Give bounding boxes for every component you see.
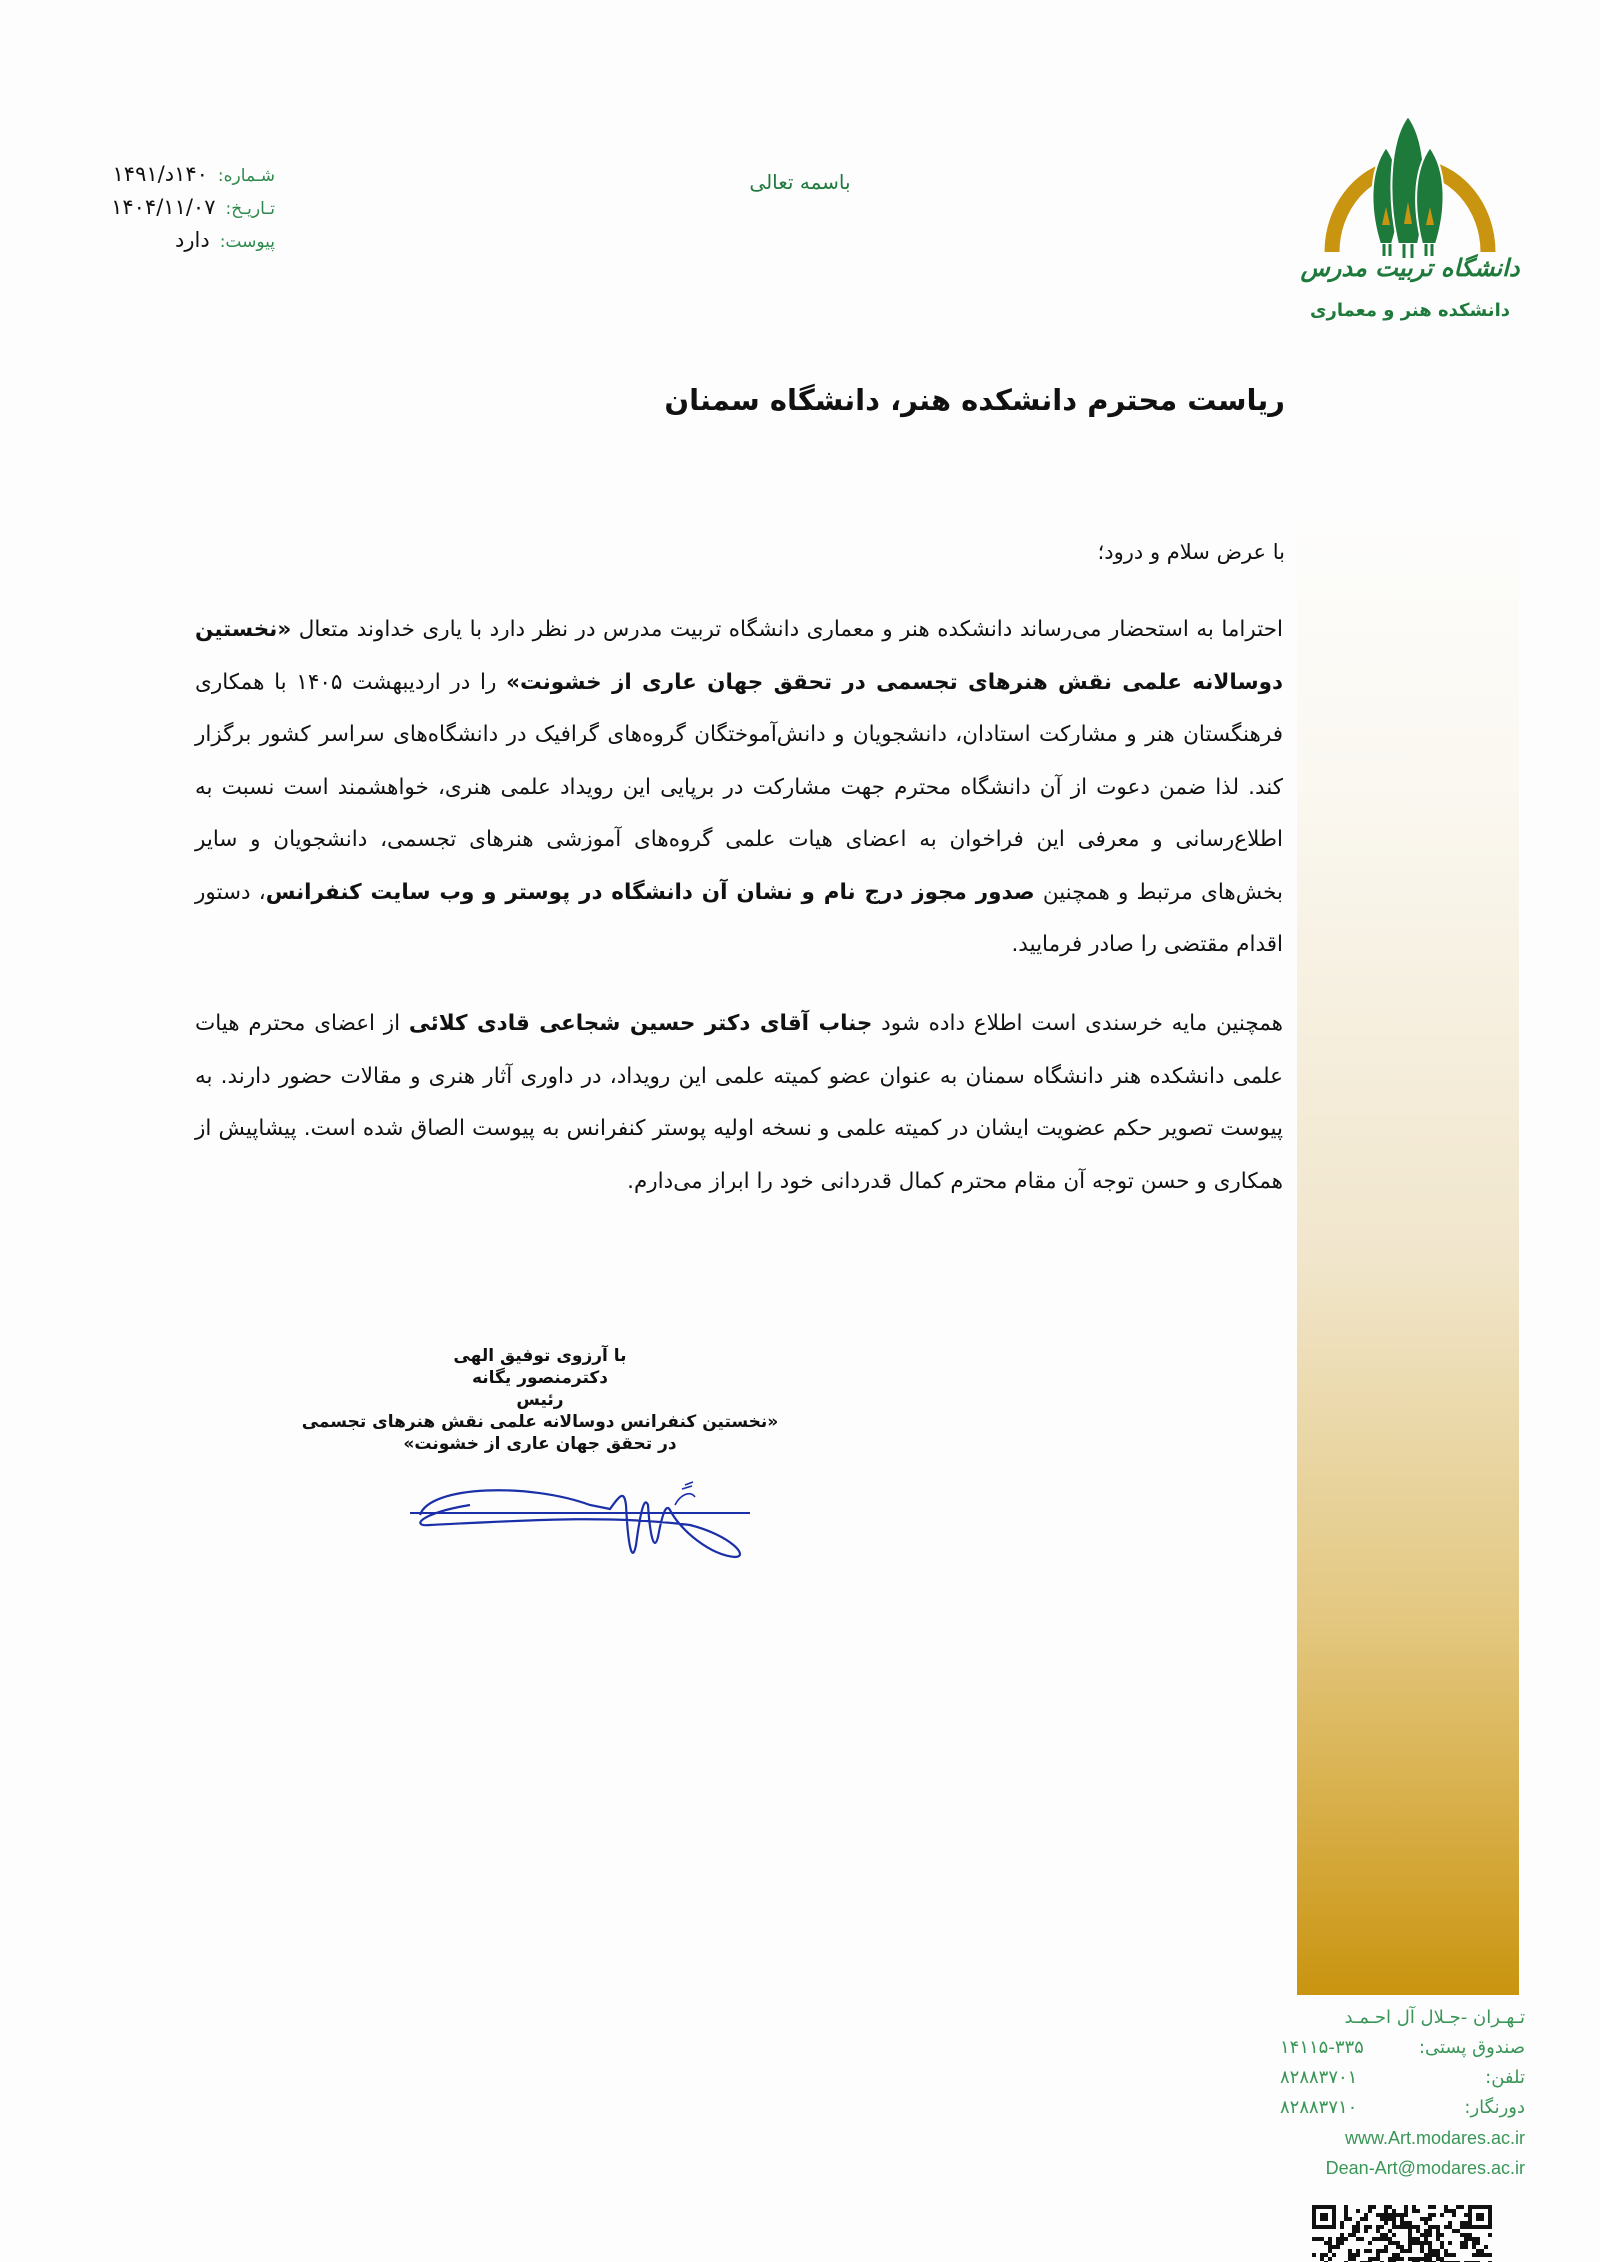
qr-module bbox=[1408, 2237, 1412, 2241]
qr-module bbox=[1328, 2241, 1332, 2245]
qr-module bbox=[1428, 2241, 1432, 2245]
signature-org-line-2: در تحقق جهان عاری از خشونت» bbox=[403, 1434, 677, 1454]
qr-module bbox=[1376, 2257, 1380, 2261]
qr-module bbox=[1456, 2205, 1460, 2209]
qr-module bbox=[1408, 2225, 1412, 2229]
qr-module bbox=[1392, 2257, 1396, 2261]
qr-module bbox=[1384, 2237, 1388, 2241]
qr-module bbox=[1320, 2253, 1324, 2257]
qr-module bbox=[1460, 2245, 1464, 2249]
qr-module bbox=[1480, 2253, 1484, 2257]
qr-module bbox=[1428, 2229, 1432, 2233]
qr-module bbox=[1404, 2209, 1408, 2213]
qr-module bbox=[1368, 2209, 1372, 2213]
qr-module bbox=[1428, 2205, 1432, 2209]
qr-module bbox=[1364, 2225, 1368, 2229]
qr-module bbox=[1348, 2233, 1352, 2237]
qr-module bbox=[1436, 2229, 1440, 2233]
qr-module bbox=[1436, 2233, 1440, 2237]
qr-module bbox=[1332, 2245, 1336, 2249]
qr-module bbox=[1428, 2217, 1432, 2221]
qr-module bbox=[1344, 2205, 1348, 2209]
qr-module bbox=[1416, 2225, 1420, 2229]
qr-module bbox=[1356, 2237, 1360, 2241]
qr-module bbox=[1388, 2257, 1392, 2261]
qr-module bbox=[1460, 2225, 1464, 2229]
qr-module bbox=[1424, 2229, 1428, 2233]
qr-module bbox=[1376, 2249, 1380, 2253]
qr-module bbox=[1420, 2233, 1424, 2237]
qr-modules bbox=[1312, 2205, 1492, 2262]
qr-module bbox=[1356, 2229, 1360, 2233]
qr-module bbox=[1408, 2241, 1412, 2245]
qr-module bbox=[1336, 2241, 1340, 2245]
decorative-gold-bar bbox=[1297, 517, 1519, 1995]
qr-module bbox=[1428, 2257, 1432, 2261]
qr-module bbox=[1380, 2249, 1384, 2253]
qr-module bbox=[1408, 2221, 1412, 2225]
qr-module bbox=[1428, 2253, 1432, 2257]
meta-attachment-label: پیوست: bbox=[219, 232, 275, 252]
qr-module bbox=[1412, 2257, 1416, 2261]
qr-module bbox=[1404, 2225, 1408, 2229]
qr-module bbox=[1384, 2221, 1388, 2225]
qr-module bbox=[1464, 2241, 1468, 2245]
qr-module bbox=[1472, 2241, 1476, 2245]
qr-module bbox=[1428, 2225, 1432, 2229]
qr-module bbox=[1384, 2205, 1388, 2209]
qr-module bbox=[1412, 2209, 1416, 2213]
addressee: ریاست محترم دانشکده هنر، دانشگاه سمنان bbox=[664, 383, 1285, 417]
qr-module bbox=[1412, 2237, 1416, 2241]
qr-module bbox=[1412, 2205, 1416, 2209]
contact-fax bbox=[1280, 2093, 1525, 2123]
qr-module bbox=[1420, 2245, 1424, 2249]
qr-module bbox=[1400, 2249, 1404, 2253]
meta-date-label: تـاریـخ: bbox=[225, 199, 275, 219]
qr-module bbox=[1392, 2233, 1396, 2237]
qr-module bbox=[1380, 2225, 1384, 2229]
qr-module bbox=[1392, 2209, 1396, 2213]
meta-attachment bbox=[50, 228, 275, 261]
qr-module bbox=[1448, 2225, 1452, 2229]
qr-module bbox=[1440, 2257, 1444, 2261]
website-link[interactable]: www.Art.modares.ac.ir bbox=[1344, 2128, 1525, 2148]
qr-module bbox=[1340, 2237, 1344, 2241]
meta-date bbox=[50, 195, 275, 228]
qr-module bbox=[1384, 2213, 1388, 2217]
qr-module bbox=[1448, 2241, 1452, 2245]
qr-module bbox=[1388, 2241, 1392, 2245]
qr-module bbox=[1412, 2241, 1416, 2245]
qr-module bbox=[1452, 2253, 1456, 2257]
qr-module bbox=[1356, 2249, 1360, 2253]
qr-module bbox=[1356, 2209, 1360, 2213]
qr-module bbox=[1376, 2225, 1380, 2229]
phone-label: تلفن: bbox=[1485, 2067, 1525, 2088]
qr-module bbox=[1460, 2241, 1464, 2245]
qr-module bbox=[1344, 2209, 1348, 2213]
qr-module bbox=[1372, 2205, 1376, 2209]
po-box-label: صندوق پستی: bbox=[1418, 2037, 1525, 2058]
qr-module bbox=[1472, 2237, 1476, 2241]
qr-module bbox=[1384, 2209, 1388, 2213]
qr-module bbox=[1424, 2221, 1428, 2225]
qr-module bbox=[1396, 2253, 1400, 2257]
qr-module bbox=[1424, 2253, 1428, 2257]
qr-module bbox=[1352, 2253, 1356, 2257]
qr-module bbox=[1368, 2249, 1372, 2253]
qr-module bbox=[1424, 2257, 1428, 2261]
qr-module bbox=[1372, 2237, 1376, 2241]
qr-module bbox=[1416, 2229, 1420, 2233]
qr-module bbox=[1464, 2237, 1468, 2241]
qr-module bbox=[1376, 2237, 1380, 2241]
contact-address bbox=[1280, 2003, 1525, 2033]
qr-module bbox=[1444, 2225, 1448, 2229]
qr-module bbox=[1456, 2229, 1460, 2233]
qr-module bbox=[1320, 2237, 1324, 2241]
qr-module bbox=[1400, 2225, 1404, 2229]
p2-text-2: از اعضای محترم هیات علمی دانشکده هنر دانشگاه سمنان به عنوان عضو کمیته علمی این رویداد، در داوری آثار هنری و مقالات حضور دارند. به پیوست تصویر حکم عضویت ایشان در کمیته علمی و نسخه اولیه پوستر کنفرانس به پیوست الصاق شده است. پیشاپیش از همکاری و حسن توجه آن مقام محترم کمال قدردانی خود را ابراز می‌دارم. bbox=[195, 1011, 1283, 1194]
qr-module bbox=[1392, 2213, 1396, 2217]
letter-meta bbox=[50, 162, 275, 261]
qr-module bbox=[1392, 2217, 1396, 2221]
qr-module bbox=[1352, 2233, 1356, 2237]
qr-module bbox=[1436, 2249, 1440, 2253]
qr-module bbox=[1416, 2241, 1420, 2245]
qr-module bbox=[1440, 2241, 1444, 2245]
qr-module bbox=[1312, 2253, 1316, 2257]
qr-module bbox=[1404, 2213, 1408, 2217]
university-logo bbox=[1300, 112, 1520, 262]
qr-module bbox=[1388, 2217, 1392, 2221]
qr-module bbox=[1444, 2205, 1448, 2209]
qr-module bbox=[1452, 2229, 1456, 2233]
qr-module bbox=[1336, 2245, 1340, 2249]
signature-closing: با آرزوی توفیق الهی bbox=[453, 1346, 627, 1366]
qr-module bbox=[1480, 2249, 1484, 2253]
contact-po-box bbox=[1280, 2033, 1525, 2063]
qr-module bbox=[1340, 2241, 1344, 2245]
qr-module bbox=[1420, 2241, 1424, 2245]
p1-text-2: را در اردیبهشت ۱۴۰۵ با همکاری فرهنگستان هنر و مشارکت استادان، دانشجویان و دانش‌آموختگان گروه‌های گرافیک در دانشگاه‌های سراسر کشور برگزار کند. لذا ضمن دعوت از آن دانشگاه محترم جهت مشارکت در برپایی این رویداد علمی هنری، خواهشمند است نسبت به اطلاع‌رسانی و معرفی این فراخوان به اعضای هیات علمی گروه‌های آموزشی هنرهای تجسمی، دانشجویان و سایر بخش‌های مرتبط و همچنین bbox=[195, 669, 1283, 905]
qr-code bbox=[1312, 2205, 1492, 2262]
email-link[interactable]: Dean-Art@modares.ac.ir bbox=[1325, 2158, 1525, 2178]
qr-module bbox=[1348, 2249, 1352, 2253]
qr-module bbox=[1372, 2257, 1376, 2261]
qr-module bbox=[1432, 2249, 1436, 2253]
qr-module bbox=[1468, 2237, 1472, 2241]
meta-number bbox=[50, 162, 275, 195]
qr-module bbox=[1476, 2249, 1480, 2253]
signature-name: دکترمنصور یگانه bbox=[471, 1368, 609, 1388]
qr-module bbox=[1416, 2257, 1420, 2261]
qr-module bbox=[1352, 2229, 1356, 2233]
qr-module bbox=[1460, 2221, 1464, 2225]
qr-module bbox=[1416, 2237, 1420, 2241]
fax-value: ۸۲۸۸۳۷۱۰ bbox=[1280, 2097, 1358, 2118]
qr-module bbox=[1484, 2245, 1488, 2249]
qr-module bbox=[1428, 2249, 1432, 2253]
signature-role: رئیس bbox=[516, 1390, 564, 1410]
qr-module bbox=[1420, 2257, 1424, 2261]
qr-module bbox=[1368, 2257, 1372, 2261]
address-text: تـهـران -جـلال آل احـمـد bbox=[1344, 2007, 1525, 2028]
p1-text-3: ، دستور اقدام مقتضی را صادر فرمایید. bbox=[195, 879, 1283, 957]
qr-module bbox=[1400, 2245, 1404, 2249]
bismillah-heading: باسمه تعالی bbox=[749, 170, 851, 194]
qr-module bbox=[1428, 2213, 1432, 2217]
qr-module bbox=[1436, 2257, 1440, 2261]
qr-module bbox=[1436, 2225, 1440, 2229]
qr-module bbox=[1440, 2233, 1444, 2237]
qr-module bbox=[1440, 2213, 1444, 2217]
qr-module bbox=[1392, 2241, 1396, 2245]
qr-module bbox=[1348, 2253, 1352, 2257]
qr-module bbox=[1380, 2237, 1384, 2241]
qr-module bbox=[1484, 2253, 1488, 2257]
qr-module bbox=[1388, 2237, 1392, 2241]
qr-module bbox=[1448, 2221, 1452, 2225]
qr-module bbox=[1416, 2209, 1420, 2213]
qr-module bbox=[1440, 2245, 1444, 2249]
qr-module bbox=[1424, 2233, 1428, 2237]
qr-module bbox=[1348, 2217, 1352, 2221]
qr-module bbox=[1324, 2253, 1328, 2257]
qr-module bbox=[1384, 2245, 1388, 2249]
qr-module bbox=[1404, 2221, 1408, 2225]
greeting: با عرض سلام و درود؛ bbox=[1097, 540, 1285, 564]
qr-module bbox=[1380, 2233, 1384, 2237]
qr-module bbox=[1396, 2225, 1400, 2229]
qr-module bbox=[1312, 2237, 1316, 2241]
body-paragraph-1 bbox=[195, 604, 1283, 972]
qr-module bbox=[1408, 2249, 1412, 2253]
qr-module bbox=[1420, 2217, 1424, 2221]
qr-module bbox=[1476, 2241, 1480, 2245]
qr-module bbox=[1324, 2241, 1328, 2245]
qr-module bbox=[1400, 2257, 1404, 2261]
signature-org-line-1: «نخستین کنفرانس دوسالانه علمی نقش هنرهای تجسمی bbox=[301, 1412, 779, 1432]
qr-module bbox=[1388, 2213, 1392, 2217]
qr-module bbox=[1488, 2233, 1492, 2237]
qr-module bbox=[1428, 2233, 1432, 2237]
qr-module bbox=[1448, 2209, 1452, 2213]
qr-module bbox=[1380, 2217, 1384, 2221]
qr-module bbox=[1404, 2249, 1408, 2253]
p1-conference-title: «نخستین دوسالانه علمی نقش هنرهای تجسمی در تحقق جهان عاری از خشونت» bbox=[195, 617, 1283, 695]
qr-module bbox=[1452, 2209, 1456, 2213]
qr-module bbox=[1436, 2237, 1440, 2241]
qr-module bbox=[1340, 2221, 1344, 2225]
logo-caption: دانشکده هنر و معماری bbox=[1310, 300, 1510, 321]
qr-module bbox=[1392, 2253, 1396, 2257]
qr-module bbox=[1376, 2229, 1380, 2233]
qr-module bbox=[1380, 2213, 1384, 2217]
p2-committee-member: جناب آقای دکتر حسین شجاعی قادی کلائی bbox=[408, 1011, 873, 1036]
qr-module bbox=[1408, 2257, 1412, 2261]
qr-module bbox=[1448, 2253, 1452, 2257]
qr-module bbox=[1400, 2213, 1404, 2217]
qr-module bbox=[1384, 2233, 1388, 2237]
qr-module bbox=[1464, 2213, 1468, 2217]
contact-info bbox=[1280, 2003, 1525, 2183]
qr-module bbox=[1424, 2241, 1428, 2245]
qr-module bbox=[1408, 2229, 1412, 2233]
qr-module bbox=[1464, 2225, 1468, 2229]
qr-module bbox=[1368, 2205, 1372, 2209]
qr-module bbox=[1424, 2237, 1428, 2241]
qr-module bbox=[1364, 2217, 1368, 2221]
qr-module bbox=[1328, 2257, 1332, 2261]
qr-module bbox=[1336, 2237, 1340, 2241]
qr-module bbox=[1388, 2229, 1392, 2233]
qr-module bbox=[1344, 2217, 1348, 2221]
qr-module bbox=[1356, 2221, 1360, 2225]
qr-module bbox=[1464, 2245, 1468, 2249]
qr-module bbox=[1328, 2237, 1332, 2241]
qr-module bbox=[1408, 2245, 1412, 2249]
signature-block bbox=[240, 1345, 840, 1455]
qr-module bbox=[1464, 2233, 1468, 2237]
qr-module bbox=[1340, 2233, 1344, 2237]
qr-module bbox=[1408, 2233, 1412, 2237]
qr-module bbox=[1472, 2245, 1476, 2249]
p2-text-1: همچنین مایه خرسندی است اطلاع داده شود bbox=[872, 1011, 1283, 1036]
meta-number-value: ۱۴۰د/۱۴۹۱ bbox=[112, 162, 208, 186]
qr-module bbox=[1436, 2253, 1440, 2257]
qr-module bbox=[1364, 2249, 1368, 2253]
qr-module bbox=[1396, 2245, 1400, 2249]
qr-module bbox=[1460, 2233, 1464, 2237]
contact-phone bbox=[1280, 2063, 1525, 2093]
qr-module bbox=[1360, 2217, 1364, 2221]
qr-module bbox=[1420, 2249, 1424, 2253]
qr-module bbox=[1320, 2257, 1324, 2261]
qr-module bbox=[1476, 2253, 1480, 2257]
qr-module bbox=[1356, 2253, 1360, 2257]
body-paragraph-2 bbox=[195, 998, 1283, 1208]
p1-request-bold: صدور مجوز درج نام و نشان آن دانشگاه در پوستر و وب سایت کنفرانس bbox=[265, 879, 1035, 905]
fax-label: دورنگار: bbox=[1464, 2097, 1525, 2118]
qr-module bbox=[1376, 2253, 1380, 2257]
qr-module bbox=[1328, 2245, 1332, 2249]
qr-module bbox=[1472, 2253, 1476, 2257]
qr-module bbox=[1468, 2233, 1472, 2237]
qr-module bbox=[1444, 2253, 1448, 2257]
phone-value: ۸۲۸۸۳۷۰۱ bbox=[1280, 2067, 1358, 2088]
qr-module bbox=[1432, 2205, 1436, 2209]
qr-module bbox=[1344, 2237, 1348, 2241]
po-box-value: ۱۴۱۱۵-۳۳۵ bbox=[1280, 2037, 1364, 2058]
qr-module bbox=[1424, 2217, 1428, 2221]
qr-module bbox=[1404, 2205, 1408, 2209]
meta-date-value: ۱۴۰۴/۱۱/۰۷ bbox=[111, 195, 216, 219]
qr-module bbox=[1444, 2249, 1448, 2253]
qr-module bbox=[1432, 2225, 1436, 2229]
qr-module bbox=[1388, 2205, 1392, 2209]
handwritten-signature bbox=[410, 1470, 760, 1570]
qr-module bbox=[1460, 2205, 1464, 2209]
qr-module bbox=[1316, 2237, 1320, 2241]
qr-module bbox=[1452, 2213, 1456, 2217]
qr-module bbox=[1368, 2241, 1372, 2245]
qr-module bbox=[1384, 2217, 1388, 2221]
qr-module bbox=[1328, 2249, 1332, 2253]
qr-module bbox=[1396, 2213, 1400, 2217]
qr-module bbox=[1352, 2257, 1356, 2261]
qr-module bbox=[1396, 2257, 1400, 2261]
qr-module bbox=[1464, 2221, 1468, 2225]
qr-module bbox=[1400, 2217, 1404, 2221]
logo-script-text: دانشگاه تربیت مدرس bbox=[1300, 253, 1520, 282]
qr-module bbox=[1364, 2229, 1368, 2233]
qr-module bbox=[1344, 2213, 1348, 2217]
qr-module bbox=[1332, 2253, 1336, 2257]
qr-module bbox=[1488, 2253, 1492, 2257]
qr-module bbox=[1428, 2245, 1432, 2249]
qr-module bbox=[1392, 2225, 1396, 2229]
meta-attachment-value: دارد bbox=[175, 228, 210, 252]
meta-number-label: شـماره: bbox=[217, 166, 275, 186]
qr-module bbox=[1348, 2257, 1352, 2261]
qr-module bbox=[1384, 2249, 1388, 2253]
qr-module bbox=[1376, 2213, 1380, 2217]
qr-module bbox=[1396, 2241, 1400, 2245]
qr-module bbox=[1340, 2225, 1344, 2229]
qr-module bbox=[1400, 2221, 1404, 2225]
qr-module bbox=[1360, 2237, 1364, 2241]
qr-module bbox=[1412, 2225, 1416, 2229]
qr-module bbox=[1368, 2225, 1372, 2229]
qr-module bbox=[1352, 2225, 1356, 2229]
qr-module bbox=[1392, 2221, 1396, 2225]
p1-text-1: احتراما به استحضار می‌رساند دانشکده هنر و معماری دانشگاه تربیت مدرس در نظر دارد با یاری خداوند متعال bbox=[291, 617, 1283, 642]
qr-module bbox=[1444, 2209, 1448, 2213]
qr-module bbox=[1364, 2213, 1368, 2217]
qr-module bbox=[1356, 2225, 1360, 2229]
qr-module bbox=[1432, 2253, 1436, 2257]
qr-module bbox=[1476, 2237, 1480, 2241]
qr-module bbox=[1432, 2213, 1436, 2217]
